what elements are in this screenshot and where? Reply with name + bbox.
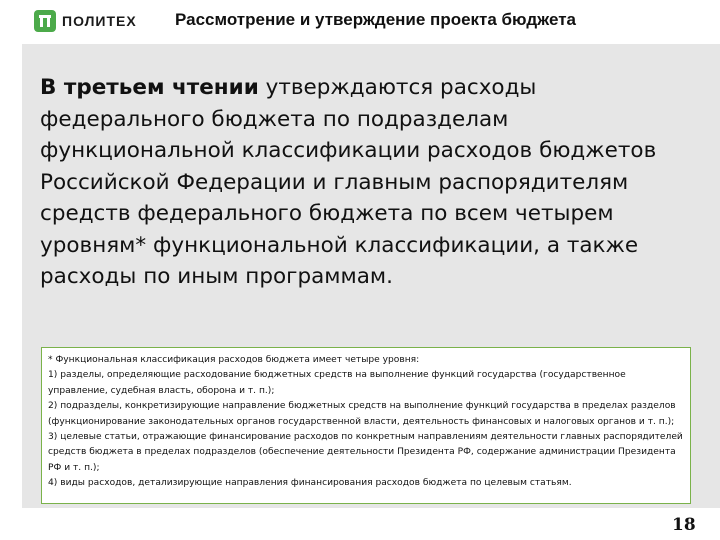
main-paragraph [40, 72, 690, 293]
footnote-line: 4) виды расходов, детализирующие направления финансирования расходов бюджета по целевым статьям. [48, 478, 572, 489]
footnote-box [41, 347, 691, 504]
footnote-line: * Функциональная классификация расходов бюджета имеет четыре уровня: [48, 355, 420, 365]
footnote-line: 2) подразделы, конкретизирующие направление бюджетных средств на выполнение функций государства в пределах разделов (функционирование законодательных органов государственной власти, деятельность финансовых и налоговых органов и т. п.); [48, 401, 676, 427]
logo-text: ПОЛИТЕХ [62, 13, 137, 29]
logo [34, 9, 137, 33]
lead-rest-text: утверждаются расходы федерального бюджета по подразделам функциональной классификации расходов бюджетов Российской Федерации и главным распорядителям средств федерального бюджета по всем четырем уровням* функциональной классификации, а также расходы по иным программам. [40, 75, 657, 289]
footnote-line: 1) разделы, определяющие расходование бюджетных средств на выполнение функций государства (государственное управление, судебная власть, оборона и т. п.); [48, 370, 626, 396]
slide-header [0, 0, 720, 42]
slide-title: Рассмотрение и утверждение проекта бюджета [175, 10, 576, 29]
footnote-line: 3) целевые статьи, отражающие финансирование расходов по конкретным направлениям деятельности главных распорядителей средств бюджета в пределах подразделов (обеспечение деятельности Президента РФ, содержание администрации Президента РФ и т. п.); [48, 432, 683, 473]
lead-bold-text: В третьем чтении [40, 75, 259, 100]
page-number: 18 [672, 515, 696, 535]
logo-icon [34, 10, 56, 32]
